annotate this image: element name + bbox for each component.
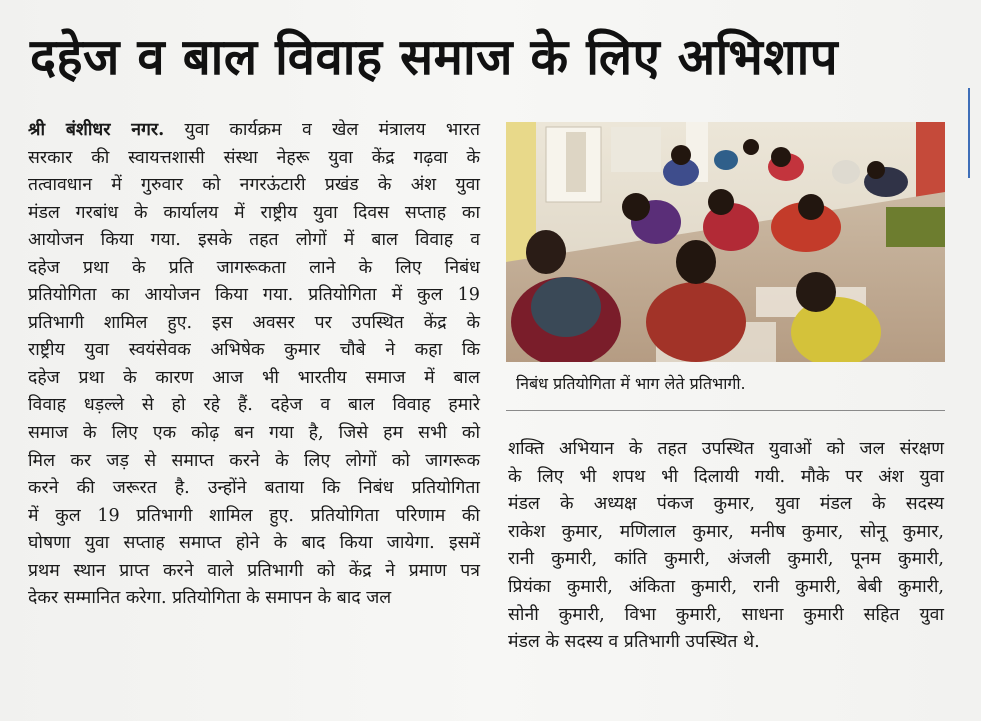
- article-line: सोनी कुमारी, विभा कुमारी, साधना कुमारी सहित युवा: [508, 604, 944, 625]
- article-line: मिल कर जड़ से समाप्त करने के लिए लोगों को जागरूक: [28, 450, 480, 471]
- article-right-column: [508, 436, 944, 657]
- photo-participants-writing-icon: [506, 122, 945, 362]
- article-line: मंडल के सदस्य व प्रतिभागी उपस्थित थे.: [508, 632, 760, 653]
- article-line: राष्ट्रीय युवा स्वयंसेवक अभिषेक कुमार चौबे ने कहा कि: [28, 340, 480, 361]
- article-line: सरकार की स्वायत्तशासी संस्था नेहरू युवा केंद्र गढ़वा के: [28, 147, 480, 168]
- column-edge-rule: [968, 88, 970, 178]
- article-line: प्रतिभागी शामिल हुए. इस अवसर पर उपस्थित केंद्र के: [28, 312, 480, 333]
- article-line: करने की जरूरत है. उन्होंने बताया कि निबंध प्रतियोगिता: [28, 478, 480, 499]
- article-line: दहेज प्रथा के प्रति जागरूकता लाने के लिए निबंध: [28, 257, 480, 278]
- photo-caption: निबंध प्रतियोगिता में भाग लेते प्रतिभागी.: [516, 374, 746, 393]
- article-line: दहेज प्रथा के कारण आज भी भारतीय समाज में बाल: [28, 367, 480, 388]
- article-line: में कुल 19 प्रतिभागी शामिल हुए. प्रतियोगिता परिणाम की: [28, 505, 480, 526]
- article-line: प्रथम स्थान प्राप्त करने वाले प्रतिभागी को केंद्र ने प्रमाण पत्र: [28, 560, 480, 581]
- column-divider: [506, 410, 945, 411]
- article-line-1-text: युवा कार्यक्रम व खेल मंत्रालय भारत: [164, 120, 480, 140]
- article-line: प्रतियोगिता का आयोजन किया गया. प्रतियोगिता में कुल 19: [28, 285, 480, 306]
- article-line: घोषणा युवा सप्ताह समाप्त होने के बाद किया जायेगा. इसमें: [28, 533, 480, 554]
- article-line: राकेश कुमार, मणिलाल कुमार, मनीष कुमार, सोनू कुमार,: [508, 521, 944, 542]
- dateline: श्री बंशीधर नगर.: [28, 119, 165, 140]
- article-line: देकर सम्मानित करेगा. प्रतियोगिता के समापन के बाद जल: [28, 588, 392, 609]
- headline: दहेज व बाल विवाह समाज के लिए अभिशाप: [30, 28, 839, 86]
- article-line: आयोजन किया गया. इसके तहत लोगों में बाल विवाह व: [28, 230, 480, 251]
- news-photo: [506, 122, 945, 362]
- article-line: के लिए भी शपथ भी दिलायी गयी. मौके पर अंश युवा: [508, 466, 944, 487]
- article-line: तत्वावधान में गुरुवार को नगरऊंटारी प्रखंड के अंश युवा: [28, 175, 480, 196]
- article-line: शक्ति अभियान के तहत उपस्थित युवाओं को जल संरक्षण: [508, 439, 944, 459]
- article-line: मंडल गरबांध के कार्यालय में राष्ट्रीय युवा दिवस सप्ताह का: [28, 202, 480, 223]
- article-line: प्रियंका कुमारी, अंकिता कुमारी, रानी कुमारी, बेबी कुमारी,: [508, 576, 944, 597]
- article-line: रानी कुमारी, कांति कुमारी, अंजली कुमारी, पूनम कुमारी,: [508, 549, 944, 570]
- article-line: मंडल के अध्यक्ष पंकज कुमार, युवा मंडल के सदस्य: [508, 494, 944, 515]
- article-line-1: [28, 116, 480, 145]
- article-line: समाज के लिए एक कोढ़ बन गया है, जिसे हम सभी को: [28, 423, 480, 444]
- article-left-column: [28, 116, 480, 613]
- article-line: विवाह धड़ल्ले से हो रहे हैं. दहेज व बाल विवाह हमारे: [28, 395, 480, 416]
